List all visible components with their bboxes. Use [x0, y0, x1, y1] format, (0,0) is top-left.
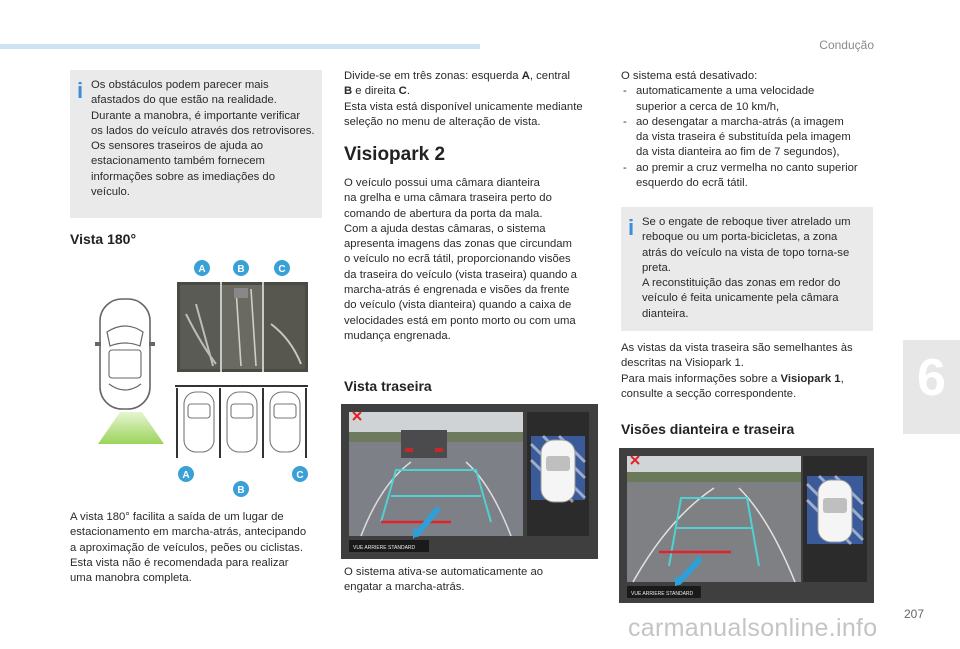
body-line: O veículo possui uma câmara dianteira [344, 177, 540, 189]
heading-vista-traseira: Vista traseira [344, 378, 432, 394]
body-line: a aproximação de veículos, peões ou ciclistas. [70, 541, 303, 554]
conditions-list [621, 84, 881, 191]
body-line: do veículo (vista dianteira) quando a caixa de [344, 299, 572, 312]
body-line: apresenta imagens das zonas que circundam [344, 238, 572, 251]
screen-label: VUE ARRIERE STANDARD [353, 545, 416, 551]
info-line: afastados do que estão na realidade. [91, 94, 277, 107]
zone-label-c-top [274, 260, 290, 276]
body-line: o veículo no ecrã tátil, proporcionando visões [344, 253, 571, 266]
watermark: carmanualsonline.info [628, 614, 878, 642]
list-item: - ao desengatar a marcha-atrás (a imagem da vista traseira é substituída pela imagem da vista dianteira ao fim de 7 segundos), [621, 115, 881, 161]
body-line: da traseira do veículo (vista traseira) quando a [344, 268, 577, 281]
parked-car [184, 392, 300, 452]
visiopark-reference: As vistas da vista traseira são semelhantes às descritas na Visiopark 1. Para mais informações sobre a Visiopark 1, consulte a secção correspondente. [621, 342, 853, 400]
zones-intro: Divide-se em três zonas: esquerda A, central B e direita C. Esta vista está disponível unicamente mediante seleção no menu de alteração de vista. [344, 70, 583, 128]
rear-view-screen [341, 404, 598, 559]
body-line: uma manobra completa. [70, 572, 192, 585]
info-line: preta. [642, 261, 671, 274]
zone-label-b-bottom [233, 481, 249, 497]
body-line: marcha-atrás é engrenada e visões da frente [344, 284, 570, 297]
info-line: estacionamento também fornecem [91, 155, 265, 168]
info-line: informações sobre as imediações do [91, 170, 275, 183]
svg-text:A: A [198, 264, 206, 275]
heading-visiopark-2: Visiopark 2 [344, 144, 446, 165]
rear-view-caption [344, 565, 543, 596]
svg-text:B: B [237, 264, 245, 275]
zone-label-b-top [233, 260, 249, 276]
heading-vista-180: Vista 180° [70, 231, 137, 247]
visiopark-2-description [344, 176, 577, 344]
chapter-number: 6 [917, 349, 946, 407]
svg-text:A: A [182, 470, 190, 481]
info-line: Durante a manobra, é importante verificar [91, 109, 301, 122]
body-line: Com a ajuda destas câmaras, o sistema [344, 222, 546, 235]
body-line: estacionamento em marcha-atrás, antecipando [70, 526, 307, 539]
zone-label-c-bottom [292, 466, 308, 482]
front-rear-view-screen [619, 448, 874, 603]
body-line: A vista 180° facilita a saída de um lugar de [70, 511, 284, 523]
body-line: velocidades está em ponto morto ou com uma [344, 314, 576, 327]
heading-visoes: Visões dianteira e traseira [621, 421, 795, 437]
screen-label: VUE ARRIERE STANDARD [631, 591, 694, 597]
info-box-text [91, 78, 315, 200]
info-box-towing [621, 207, 873, 331]
svg-text:C: C [296, 470, 304, 481]
list-item: - ao premir a cruz vermelha no canto superior esquerdo do ecrã tátil. [621, 161, 881, 192]
info-line: Os obstáculos podem parecer mais [91, 79, 269, 91]
info-line: Se o engate de reboque tiver atrelado um [642, 216, 851, 228]
conditions-intro: O sistema está desativado: [621, 70, 758, 82]
list-item: - automaticamente a uma velocidade superior a cerca de 10 km/h, [621, 84, 881, 115]
info-line: A reconstituição das zonas em redor do [642, 277, 841, 290]
section-title: Condução [819, 38, 874, 52]
vista-180-description [70, 510, 306, 586]
info-line: os lados do veículo através dos retrovisores. [91, 124, 315, 137]
page-number: 207 [904, 607, 925, 621]
body-line: mudança engrenada. [344, 329, 451, 342]
info-box-text [642, 215, 851, 322]
figure-180-view [76, 254, 322, 500]
body-line: na grelha e uma câmara traseira perto do [344, 192, 552, 205]
svg-text:C: C [278, 264, 286, 275]
info-line: reboque ou um porta-bicicletas, a zona [642, 231, 838, 244]
header-bar [0, 44, 480, 49]
info-line: dianteira. [642, 307, 689, 320]
body-line: Esta vista não é recomendada para realizar [70, 556, 289, 569]
view-cone [98, 412, 164, 444]
car-top-view-icon [818, 480, 852, 542]
caption-line: O sistema ativa-se automaticamente ao [344, 566, 544, 578]
body-line: comando de abertura da porta da mala. [344, 207, 543, 220]
info-line: veículo. [91, 186, 130, 199]
info-icon: i [628, 215, 635, 240]
info-box-obstacles [70, 70, 322, 218]
zone-label-a-bottom [178, 466, 194, 482]
info-icon: i [77, 78, 84, 103]
zone-label-a-top [194, 260, 210, 276]
car-top-view-icon [541, 440, 575, 502]
car-top-view-icon [95, 299, 155, 409]
deactivation-conditions [621, 69, 881, 191]
info-line: Os sensores traseiros de ajuda ao [91, 140, 264, 153]
caption-line: engatar a marcha-atrás. [344, 581, 465, 594]
info-line: atrás do veículo na vista de topo torna-se [642, 246, 850, 259]
info-line: veículo é feita unicamente pela câmara [642, 292, 839, 305]
svg-text:B: B [237, 485, 245, 496]
